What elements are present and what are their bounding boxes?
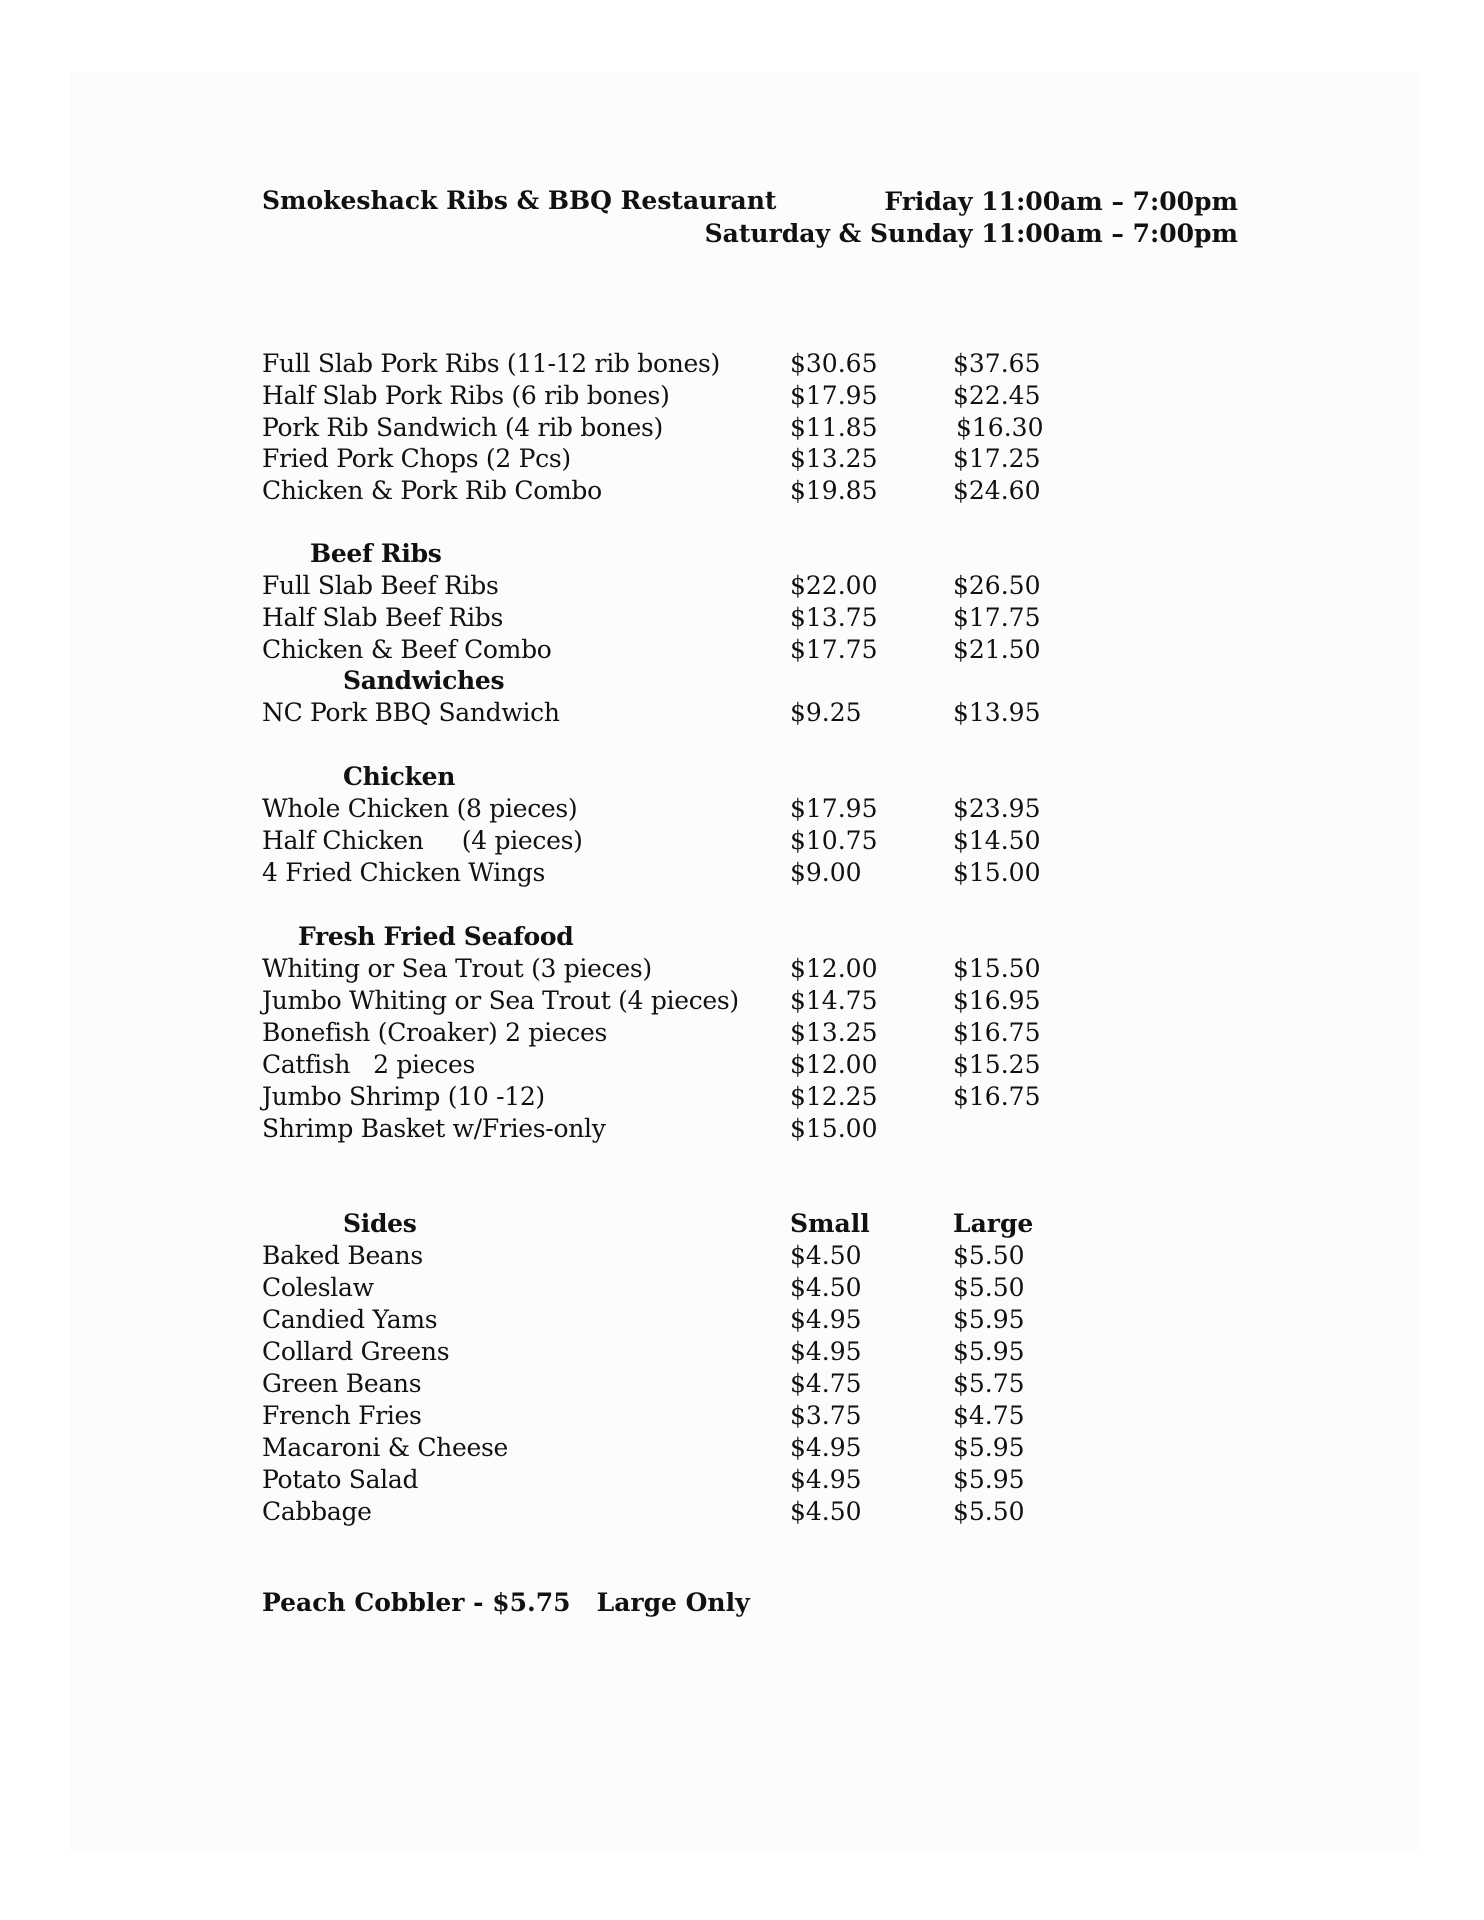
item-name: Shrimp Basket w/Fries-only — [262, 1114, 606, 1143]
item-price-1: $12.00 — [790, 1050, 878, 1079]
section-heading: Sides — [343, 1209, 417, 1238]
item-price-2: $15.00 — [953, 858, 1041, 887]
item-price-1: $13.25 — [790, 1018, 878, 1047]
item-price-1: $4.95 — [790, 1305, 862, 1334]
item-name: Whole Chicken (8 pieces) — [262, 794, 578, 823]
item-name: Cabbage — [262, 1497, 372, 1526]
item-price-2: $5.50 — [953, 1273, 1025, 1302]
item-price-2: $16.75 — [953, 1082, 1041, 1111]
item-price-2: $4.75 — [953, 1401, 1025, 1430]
item-price-2: $24.60 — [953, 476, 1041, 505]
item-name: Potato Salad — [262, 1465, 419, 1494]
item-name: French Fries — [262, 1401, 422, 1430]
item-name: Fried Pork Chops (2 Pcs) — [262, 444, 571, 473]
item-name: Candied Yams — [262, 1305, 438, 1334]
item-name: Chicken & Pork Rib Combo — [262, 476, 602, 505]
item-price-1: $13.75 — [790, 603, 878, 632]
column-header-small: Small — [790, 1209, 870, 1238]
item-price-2: $5.95 — [953, 1337, 1025, 1366]
item-price-1: $4.50 — [790, 1273, 862, 1302]
item-name: Full Slab Pork Ribs (11-12 rib bones) — [262, 349, 720, 378]
item-price-1: $9.25 — [790, 698, 862, 727]
section-heading: Chicken — [343, 762, 456, 791]
item-price-2: $21.50 — [953, 635, 1041, 664]
hours-line: Friday 11:00am – 7:00pm — [884, 187, 1238, 216]
item-price-2: $5.95 — [953, 1433, 1025, 1462]
item-name: Pork Rib Sandwich (4 rib bones) — [262, 413, 663, 442]
item-price-2: $5.95 — [953, 1465, 1025, 1494]
item-price-2: $15.25 — [953, 1050, 1041, 1079]
item-price-1: $4.95 — [790, 1465, 862, 1494]
item-name: Full Slab Beef Ribs — [262, 571, 499, 600]
item-price-1: $10.75 — [790, 826, 878, 855]
item-name: Whiting or Sea Trout (3 pieces) — [262, 954, 652, 983]
item-price-1: $22.00 — [790, 571, 878, 600]
item-price-1: $14.75 — [790, 986, 878, 1015]
item-name: Coleslaw — [262, 1273, 374, 1302]
section-heading: Sandwiches — [343, 666, 505, 695]
item-price-2: $37.65 — [953, 349, 1041, 378]
item-price-1: $4.95 — [790, 1337, 862, 1366]
item-price-1: $17.75 — [790, 635, 878, 664]
item-price-1: $13.25 — [790, 444, 878, 473]
item-price-2: $5.95 — [953, 1305, 1025, 1334]
item-price-1: $12.25 — [790, 1082, 878, 1111]
item-price-2: $15.50 — [953, 954, 1041, 983]
item-name: Catfish 2 pieces — [262, 1050, 475, 1079]
item-name: Half Slab Pork Ribs (6 rib bones) — [262, 381, 670, 410]
column-header-large: Large — [953, 1209, 1034, 1238]
item-price-1: $4.50 — [790, 1241, 862, 1270]
item-price-2: $5.50 — [953, 1241, 1025, 1270]
item-name: Bonefish (Croaker) 2 pieces — [262, 1018, 608, 1047]
item-name: Jumbo Shrimp (10 -12) — [262, 1082, 545, 1111]
item-price-1: $11.85 — [790, 413, 878, 442]
item-price-2: $16.95 — [953, 986, 1041, 1015]
hours-line: Saturday & Sunday 11:00am – 7:00pm — [704, 219, 1238, 248]
item-price-2: $16.75 — [953, 1018, 1041, 1047]
item-price-1: $4.75 — [790, 1369, 862, 1398]
item-price-2: $23.95 — [953, 794, 1041, 823]
item-price-2: $14.50 — [953, 826, 1041, 855]
item-price-1: $15.00 — [790, 1114, 878, 1143]
item-price-1: $12.00 — [790, 954, 878, 983]
item-price-2: $22.45 — [953, 381, 1041, 410]
item-price-1: $19.85 — [790, 476, 878, 505]
peach-cobbler-note: Peach Cobbler - $5.75 Large Only — [262, 1588, 750, 1617]
item-name: Macaroni & Cheese — [262, 1433, 508, 1462]
item-name: NC Pork BBQ Sandwich — [262, 698, 560, 727]
item-price-1: $4.95 — [790, 1433, 862, 1462]
item-name: Half Slab Beef Ribs — [262, 603, 503, 632]
hours — [705, 186, 1238, 250]
item-price-2: $5.75 — [953, 1369, 1025, 1398]
item-price-1: $17.95 — [790, 381, 878, 410]
section-heading: Beef Ribs — [310, 539, 442, 568]
item-price-1: $30.65 — [790, 349, 878, 378]
item-price-2: $5.50 — [953, 1497, 1025, 1526]
item-name: Baked Beans — [262, 1241, 423, 1270]
item-name: Green Beans — [262, 1369, 422, 1398]
item-price-2: $17.75 — [953, 603, 1041, 632]
section-heading: Fresh Fried Seafood — [298, 922, 574, 951]
item-name: 4 Fried Chicken Wings — [262, 858, 545, 887]
item-name: Jumbo Whiting or Sea Trout (4 pieces) — [262, 986, 739, 1015]
item-price-1: $17.95 — [790, 794, 878, 823]
item-name: Half Chicken (4 pieces) — [262, 826, 583, 855]
item-name: Collard Greens — [262, 1337, 450, 1366]
item-name: Chicken & Beef Combo — [262, 635, 552, 664]
item-price-1: $3.75 — [790, 1401, 862, 1430]
restaurant-name: Smokeshack Ribs & BBQ Restaurant — [262, 186, 777, 215]
item-price-2: $26.50 — [953, 571, 1041, 600]
item-price-2: $16.30 — [956, 413, 1044, 442]
item-price-1: $9.00 — [790, 858, 862, 887]
item-price-2: $17.25 — [953, 444, 1041, 473]
item-price-1: $4.50 — [790, 1497, 862, 1526]
item-price-2: $13.95 — [953, 698, 1041, 727]
